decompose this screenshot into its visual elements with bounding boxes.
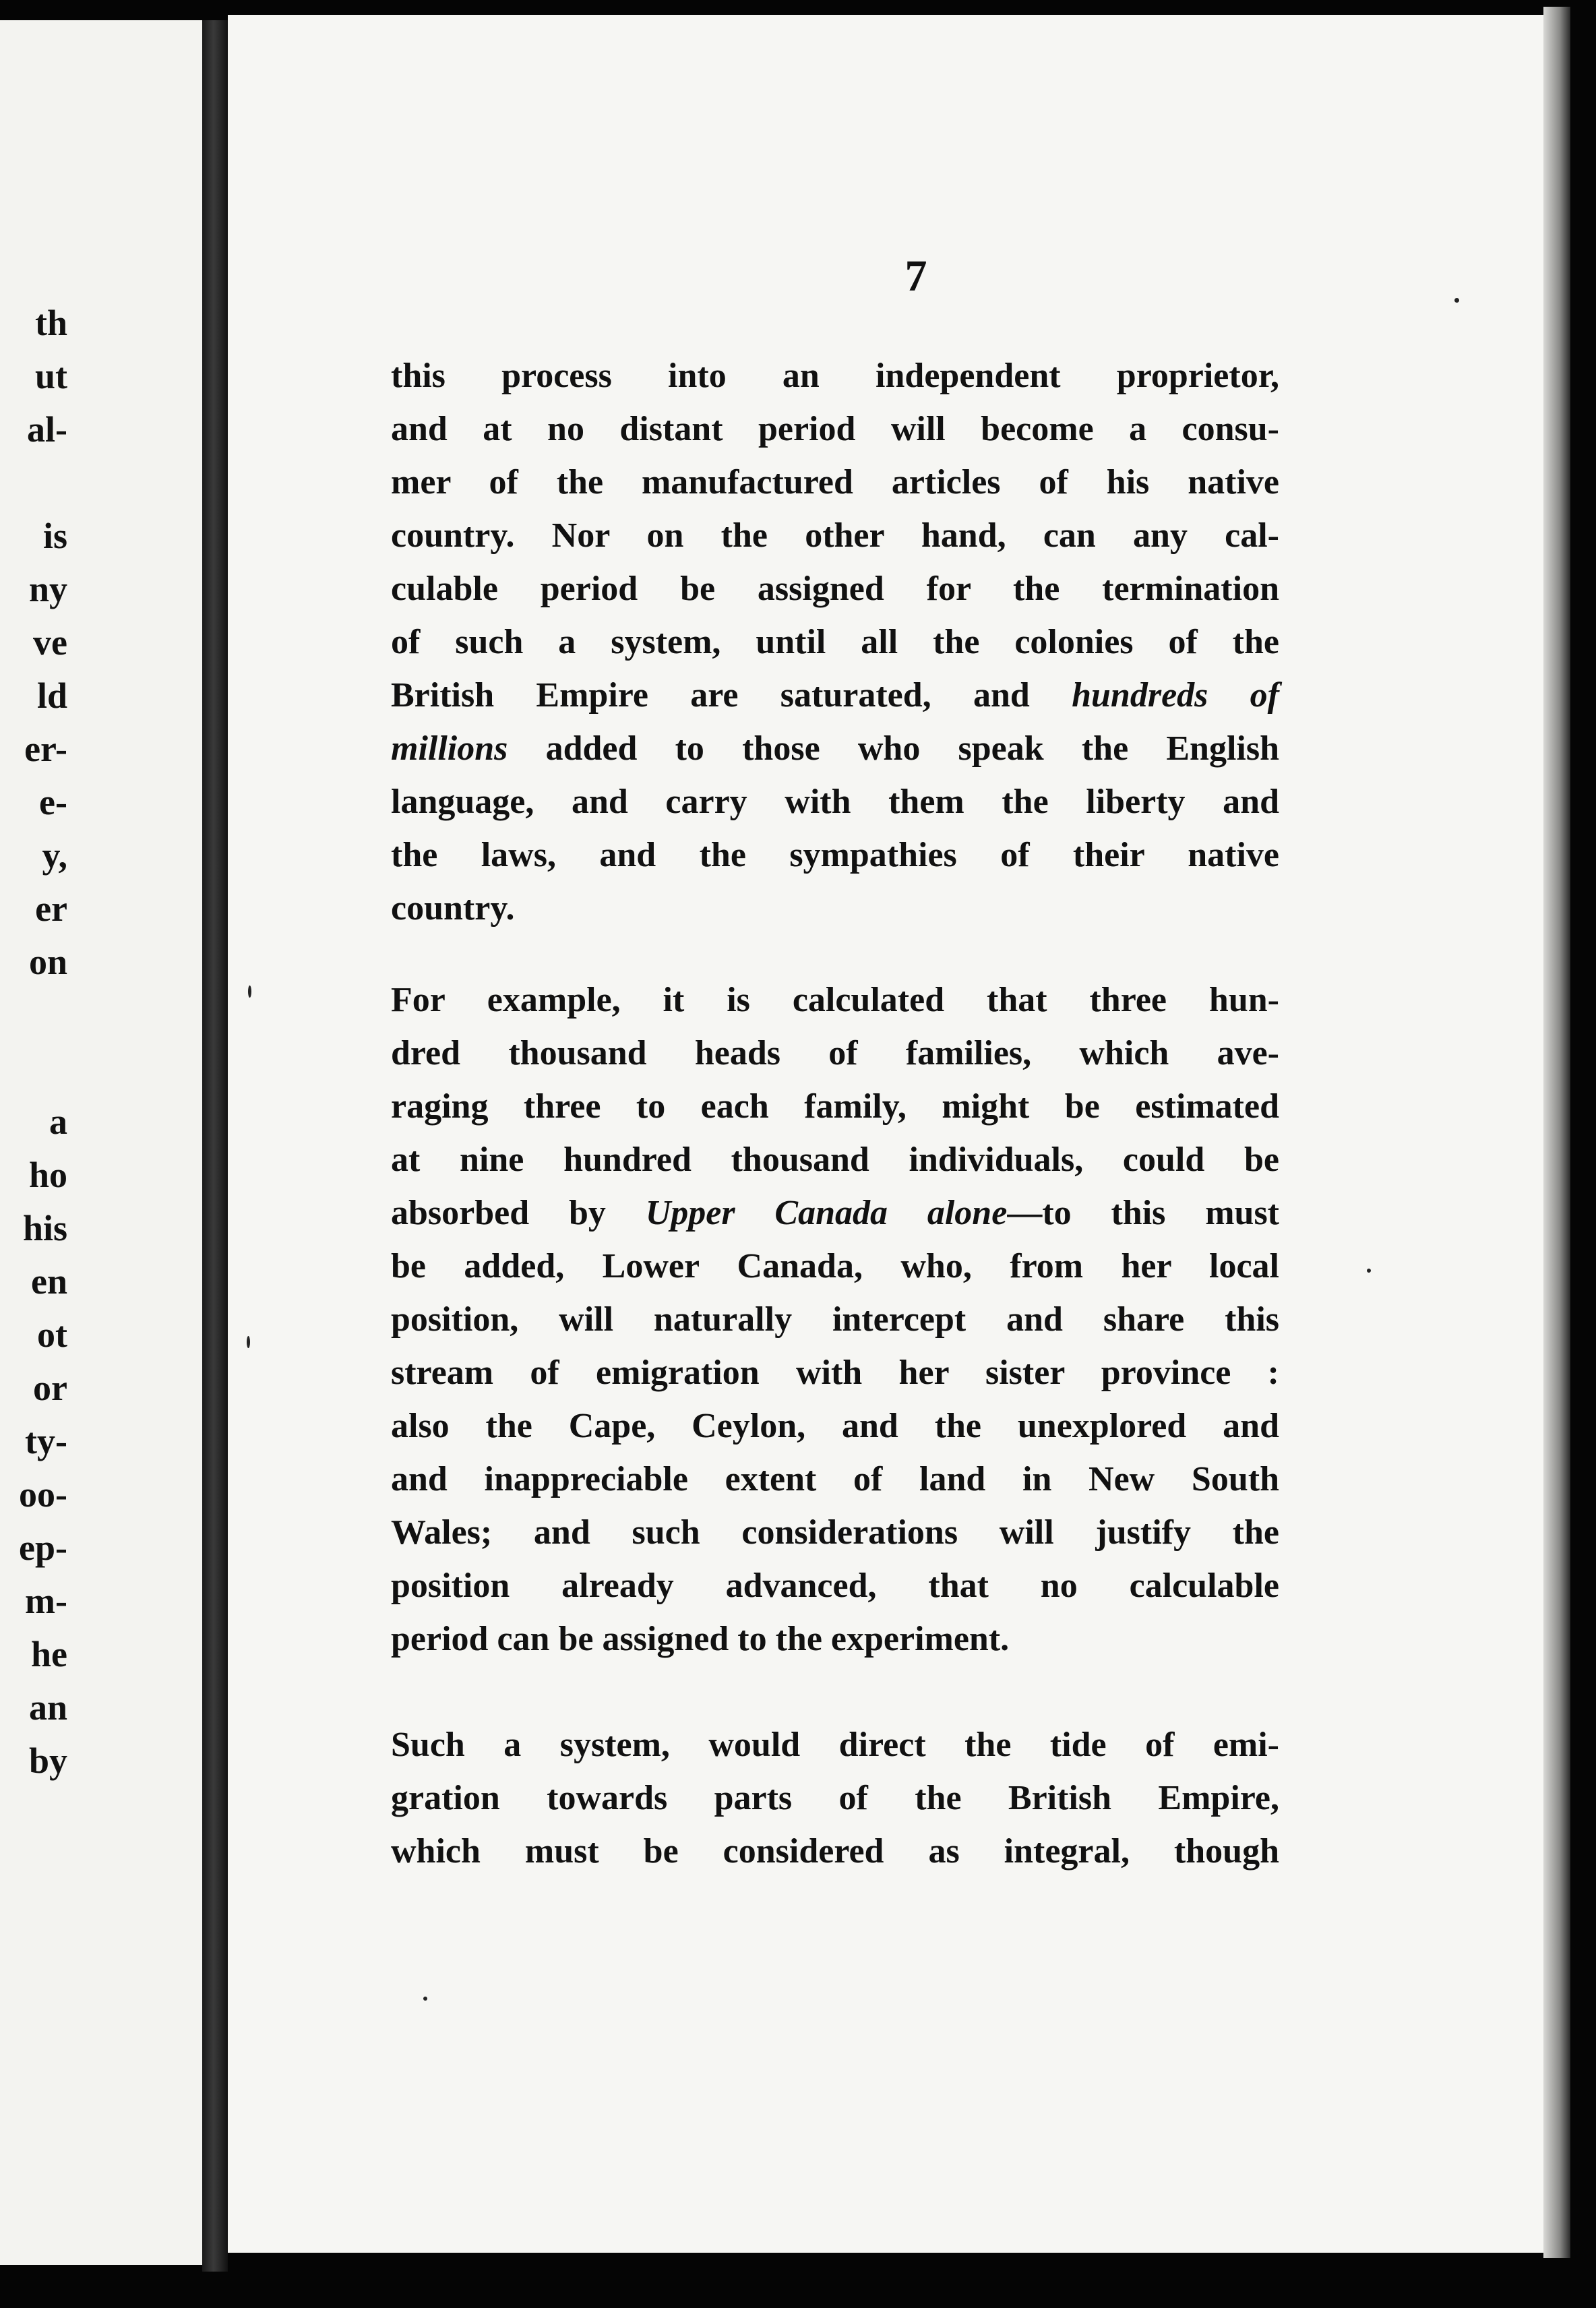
previous-page-fragment: ty- <box>25 1421 67 1461</box>
text-line: mer of the manufactured articles of his native <box>391 463 1279 502</box>
text-line: For example, it is calculated that three hun- <box>391 981 1279 1019</box>
paragraph <box>391 349 1279 935</box>
previous-page-fragment: oo- <box>19 1474 67 1515</box>
previous-page-fragment: m- <box>25 1581 67 1621</box>
previous-page-fragment: e- <box>39 782 67 822</box>
text-line: Such a system, would direct the tide of emi- <box>391 1726 1279 1764</box>
text-line: gration towards parts of the British Empire, <box>391 1779 1279 1817</box>
paper-speck <box>423 1997 427 2001</box>
text-line: raging three to each family, might be estimated <box>391 1087 1279 1126</box>
previous-page-fragment: on <box>28 942 67 982</box>
previous-page-fragment <box>0 456 67 510</box>
text-line: which must be considered as integral, though <box>391 1832 1279 1871</box>
previous-page-fragment: y, <box>42 835 67 876</box>
previous-page-fragment: ep- <box>19 1527 67 1568</box>
paper-speck <box>1367 1269 1371 1273</box>
previous-page-fragment: er <box>35 888 67 929</box>
current-page <box>228 15 1543 2253</box>
text-line: dred thousand heads of families, which ave- <box>391 1034 1279 1072</box>
previous-page-fragment: he <box>31 1634 67 1674</box>
previous-page-fragment: a <box>49 1101 67 1142</box>
previous-page-fragment: er- <box>24 729 67 769</box>
previous-page-fragment: or <box>33 1368 67 1408</box>
text-line: position already advanced, that no calculable <box>391 1567 1279 1605</box>
previous-page-line-ends <box>0 297 67 1788</box>
previous-page-fragment: al- <box>27 409 67 450</box>
text-line: British Empire are saturated, and hundreds of <box>391 676 1279 715</box>
text-line: and inappreciable extent of land in New South <box>391 1460 1279 1498</box>
text-line: Wales; and such considerations will justify the <box>391 1513 1279 1552</box>
previous-page-fragment: his <box>22 1208 67 1248</box>
italic-text: millions <box>391 729 508 768</box>
previous-page-fragment <box>0 1042 67 1095</box>
previous-page <box>0 20 202 2265</box>
text-line: of such a system, until all the colonies of the <box>391 623 1279 661</box>
text-line: period can be assigned to the experiment. <box>391 1620 1010 1658</box>
text-line: country. Nor on the other hand, can any cal- <box>391 516 1279 555</box>
text-line: at nine hundred thousand individuals, could be <box>391 1141 1279 1179</box>
paper-speck <box>247 1336 250 1348</box>
paragraph <box>391 973 1279 1666</box>
previous-page-fragment: ve <box>33 622 67 663</box>
previous-page-fragment: en <box>31 1261 67 1302</box>
previous-page-fragment: ho <box>28 1155 67 1195</box>
text-line: this process into an independent proprietor, <box>391 357 1279 395</box>
text-line: the laws, and the sympathies of their native <box>391 836 1279 874</box>
text-line: and at no distant period will become a consu- <box>391 410 1279 448</box>
page-edge <box>1543 7 1570 2258</box>
previous-page-fragment: by <box>28 1740 67 1781</box>
paper-speck <box>248 985 251 998</box>
page-number: 7 <box>904 251 927 301</box>
previous-page-fragment: ut <box>34 356 67 396</box>
previous-page-fragment: ld <box>36 675 67 716</box>
previous-page-fragment: an <box>28 1687 67 1728</box>
text-line: also the Cape, Ceylon, and the unexplored and <box>391 1407 1279 1445</box>
previous-page-fragment <box>0 989 67 1042</box>
text-line: millions added to those who speak the English <box>391 729 1279 768</box>
text-line: language, and carry with them the liberty and <box>391 783 1279 821</box>
text-line: stream of emigration with her sister province : <box>391 1354 1279 1392</box>
text-line: country. <box>391 889 515 928</box>
italic-text: hundreds of <box>1072 676 1279 715</box>
body-text <box>391 349 1279 1878</box>
book-gutter <box>202 20 228 2272</box>
previous-page-fragment: ot <box>37 1314 67 1355</box>
text-line: absorbed by Upper Canada alone—to this must <box>391 1194 1279 1232</box>
italic-text: Upper Canada alone <box>645 1194 1008 1232</box>
text-line: be added, Lower Canada, who, from her local <box>391 1247 1279 1285</box>
text-line: position, will naturally intercept and share this <box>391 1300 1279 1339</box>
paragraph <box>391 1718 1279 1878</box>
paper-speck <box>1454 298 1459 303</box>
text-line: culable period be assigned for the termination <box>391 570 1279 608</box>
previous-page-fragment: th <box>34 303 67 343</box>
previous-page-fragment: ny <box>28 569 67 609</box>
previous-page-fragment: is <box>42 516 67 556</box>
